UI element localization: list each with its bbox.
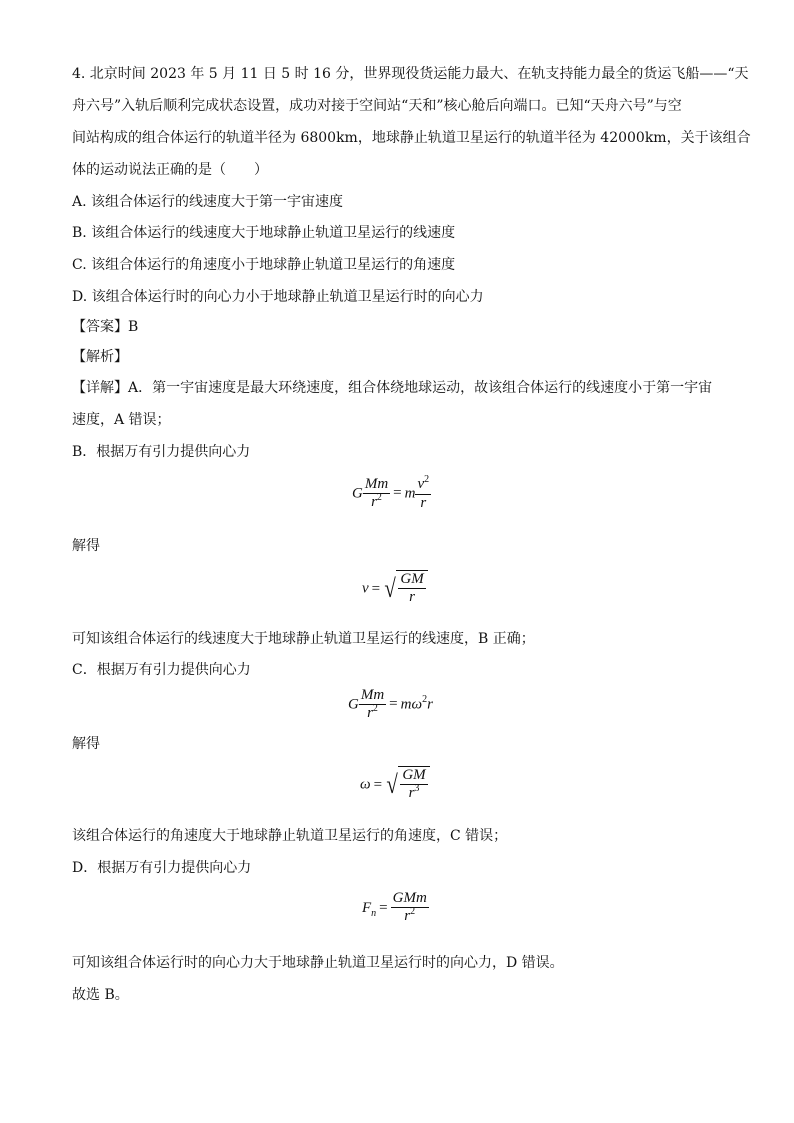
detail-c-conclusion: 该组合体运行的角速度大于地球静止轨道卫星运行的角速度，C 错误； xyxy=(72,828,508,844)
solve-label-1: 解得 xyxy=(72,538,100,554)
question-stem-line-4: 体的运动说法正确的是（ ） xyxy=(72,162,268,178)
analysis-label: 【解析】 xyxy=(72,349,128,365)
detail-c-intro: C．根据万有引力提供向心力 xyxy=(72,662,251,678)
formula-velocity-result: v = √ $\frac{GM}{r}$ xyxy=(362,570,428,608)
question-stem-line-2: 舟六号”入轨后顺利完成状态设置，成功对接于空间站“天和”核心舱后向端口。已知“天舟六号”与空 xyxy=(72,98,682,114)
sqrt-icon: √ xyxy=(384,574,396,603)
option-d: D. 该组合体运行时的向心力小于地球静止轨道卫星运行时的向心力 xyxy=(72,289,484,305)
detail-b-conclusion: 可知该组合体运行的线速度大于地球静止轨道卫星运行的线速度，B 正确； xyxy=(72,631,535,647)
sqrt-icon: √ xyxy=(386,770,398,799)
question-stem-line-1: 4. 北京时间 2023 年 5 月 11 日 5 时 16 分，世界现役货运能力最大、在轨支持能力最全的货运飞船——“天 xyxy=(72,66,749,82)
question-stem-line-3: 间站构成的组合体运行的轨道半径为 6800km，地球静止轨道卫星运行的轨道半径为 42000km，关于该组合 xyxy=(72,130,751,146)
option-c: C. 该组合体运行的角速度小于地球静止轨道卫星运行的角速度 xyxy=(72,257,456,273)
solve-label-2: 解得 xyxy=(72,736,100,752)
formula-centripetal-force: $F_n$ = $\frac{\text{GMm}}{r^2}$ xyxy=(362,890,427,924)
detail-a-line-1: 【详解】A．第一宇宙速度是最大环绕速度，组合体绕地球运动，故该组合体运行的线速度小于第一宇宙 xyxy=(72,380,713,396)
detail-d-intro: D．根据万有引力提供向心力 xyxy=(72,860,252,876)
answer-line: 【答案】B xyxy=(72,319,139,335)
final-answer-line: 故选 B。 xyxy=(72,987,129,1003)
option-a: A. 该组合体运行的线速度大于第一宇宙速度 xyxy=(72,194,344,210)
formula-gravity-angular: G $\frac{Mm}{r^2}$ = $m\omega^2r$ xyxy=(348,687,433,721)
detail-a-line-2: 速度，A 错误； xyxy=(72,412,171,428)
detail-b-intro: B．根据万有引力提供向心力 xyxy=(72,444,251,460)
detail-d-conclusion: 可知该组合体运行时的向心力大于地球静止轨道卫星运行时的向心力，D 错误。 xyxy=(72,955,564,971)
option-b: B. 该组合体运行的线速度大于地球静止轨道卫星运行的线速度 xyxy=(72,225,456,241)
formula-gravity-velocity: G $\frac{Mm}{r^2}$ = m $\frac{v^2}{r}$ xyxy=(352,474,430,511)
formula-angular-result: ω = √ $\frac{GM}{r^3}$ xyxy=(360,766,430,804)
